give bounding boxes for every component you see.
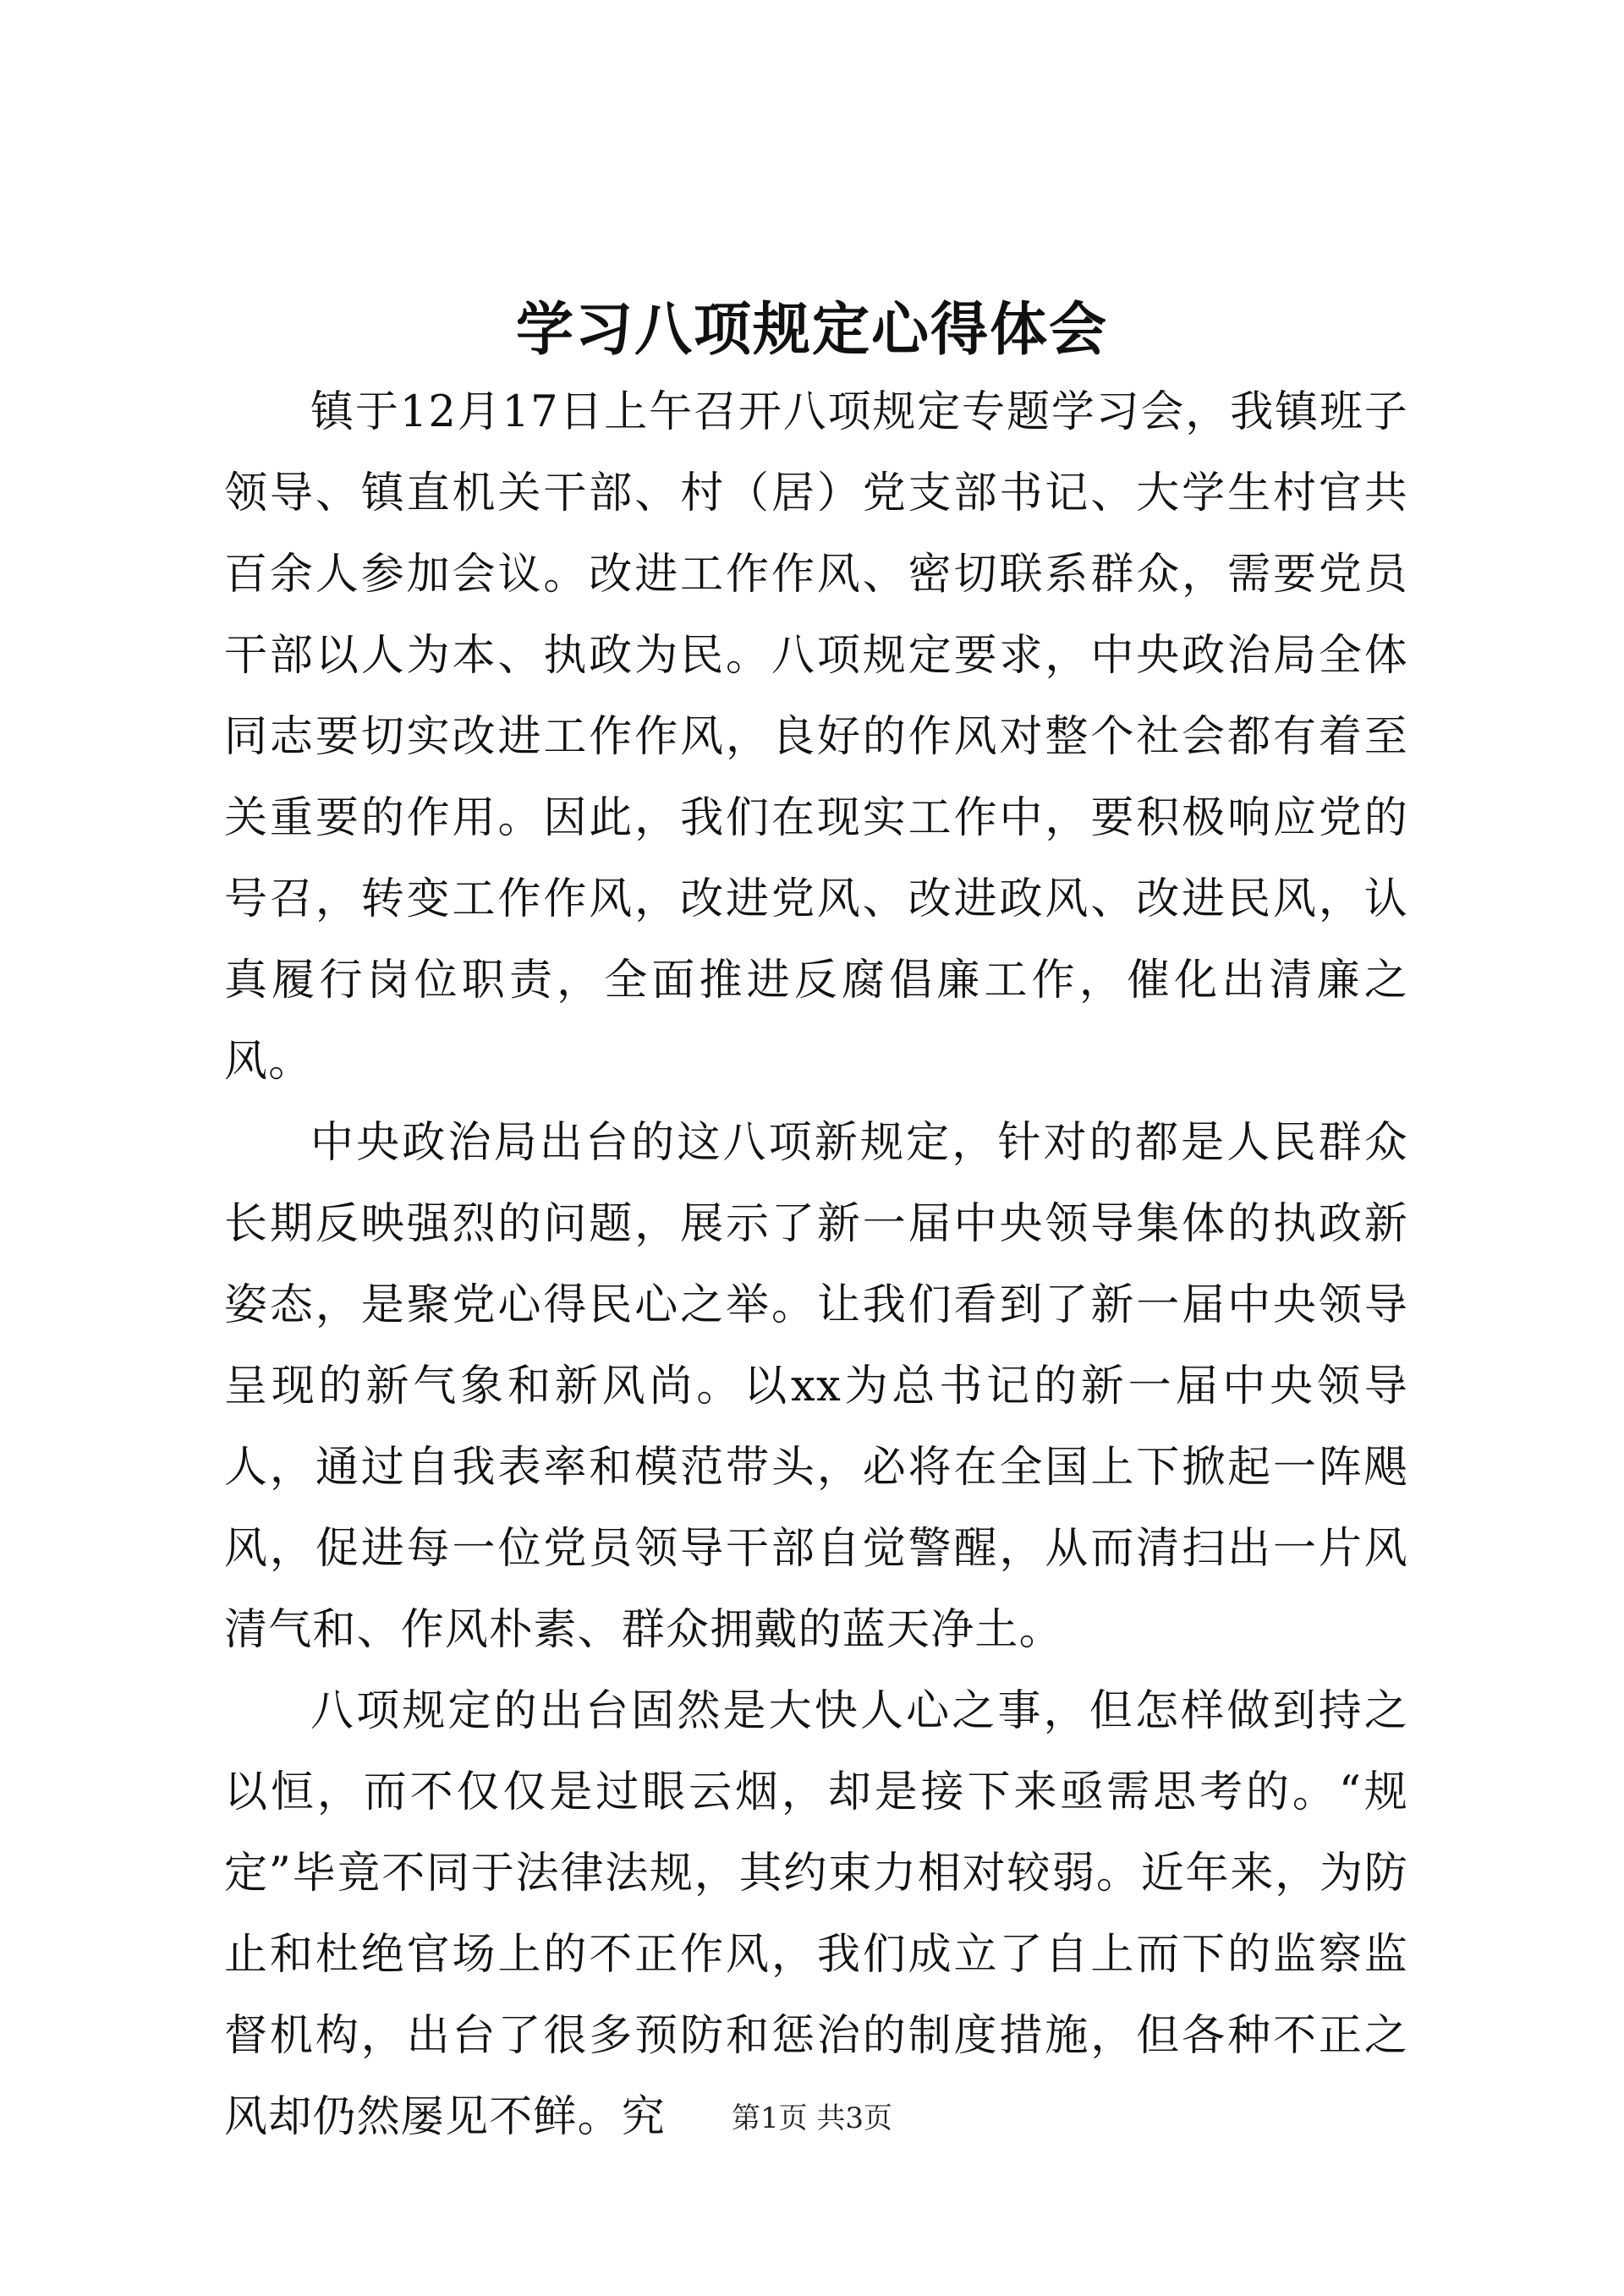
page-footer: 第1页 共3页 bbox=[731, 2101, 893, 2135]
document-body bbox=[224, 372, 1408, 2158]
paragraph-3: 八项规定的出台固然是大快人心之事，但怎样做到持之以恒，而不仅仅是过眼云烟，却是接下来亟需思考的。“规定”毕竟不同于法律法规，其约束力相对较弱。近年来，为防止和杜绝官场上的不正作风，我们成立了自上而下的监察监督机构，出台了很多预防和惩治的制度措施，但各种不正之风却仍然屡见不鲜。究 bbox=[224, 1686, 1408, 2142]
paragraph-1: 镇于12月17日上午召开八项规定专题学习会，我镇班子领导、镇直机关干部、村（居）党支部书记、大学生村官共百余人参加会议。改进工作作风、密切联系群众，需要党员干部以人为本、执政为民。八项规定要求，中央政治局全体同志要切实改进工作作风，良好的作风对整个社会都有着至关重要的作用。因此，我们在现实工作中，要积极响应党的号召，转变工作作风，改进党风、改进政风、改进民风，认真履行岗位职责，全面推进反腐倡廉工作，催化出清廉之风。 bbox=[224, 387, 1408, 1087]
paragraph-2: 中央政治局出台的这八项新规定，针对的都是人民群众长期反映强烈的问题，展示了新一届中央领导集体的执政新姿态，是聚党心得民心之举。让我们看到了新一届中央领导呈现的新气象和新风尚。以xx为总书记的新一届中央领导人，通过自我表率和模范带头，必将在全国上下掀起一阵飓风，促进每一位党员领导干部自觉警醒，从而清扫出一片风清气和、作风朴素、群众拥戴的蓝天净土。 bbox=[224, 1118, 1408, 1655]
document-title: 学习八项规定心得体会 bbox=[515, 296, 1108, 364]
